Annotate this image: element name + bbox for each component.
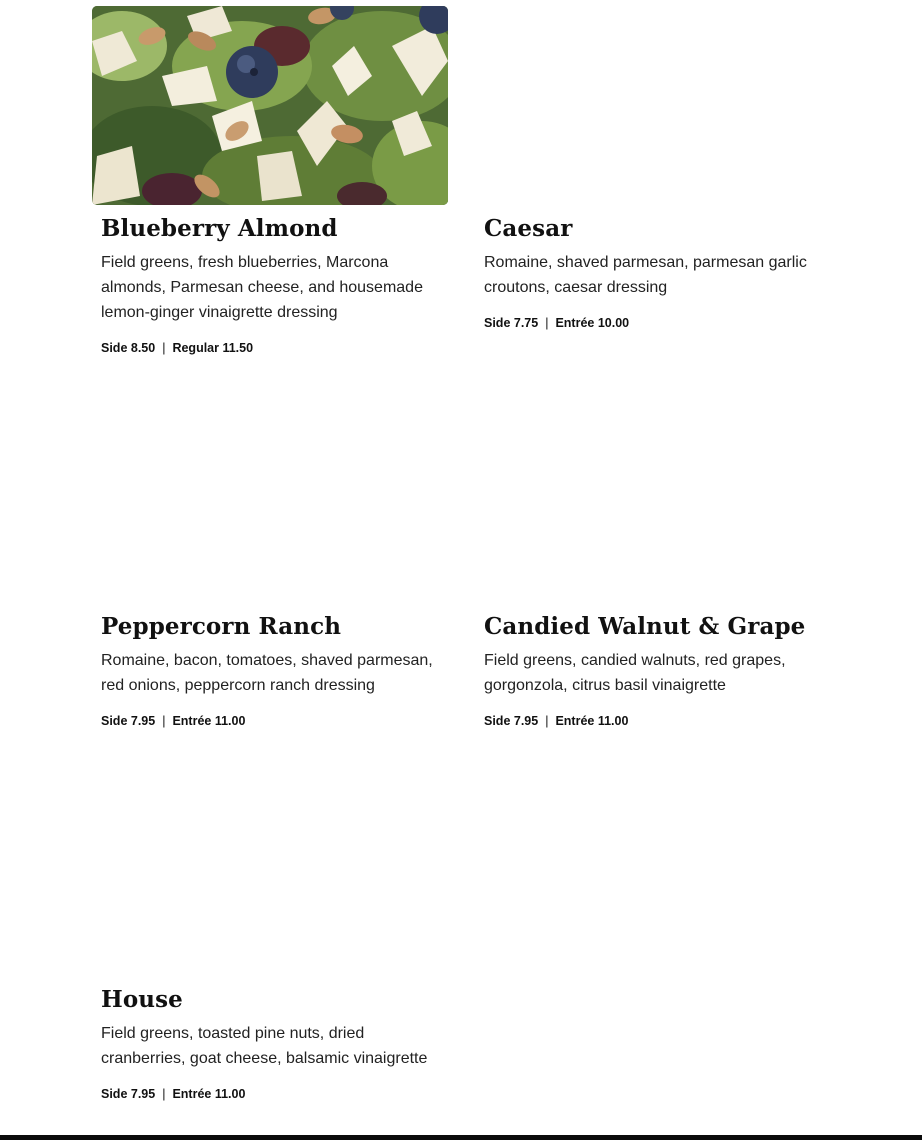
menu-item-candied-walnut-grape	[484, 613, 834, 729]
price-separator: |	[162, 341, 166, 355]
item-description: Romaine, bacon, tomatoes, shaved parmesan, red onions, peppercorn ranch dressing	[101, 652, 433, 694]
price-separator: |	[545, 316, 549, 330]
item-name: House	[101, 986, 183, 1013]
price-side: Side 8.50	[101, 341, 156, 355]
item-name: Candied Walnut & Grape	[484, 613, 806, 640]
price-side: Side 7.95	[101, 1087, 156, 1101]
item-prices	[101, 340, 451, 356]
price-entree: Entrée 10.00	[555, 316, 630, 330]
item-name: Peppercorn Ranch	[101, 613, 342, 640]
price-side: Side 7.95	[101, 714, 156, 728]
menu-item-blueberry-almond	[101, 215, 451, 356]
price-regular: Regular 11.50	[172, 341, 254, 355]
price-entree: Entrée 11.00	[172, 714, 246, 728]
salad-photo	[92, 6, 448, 205]
item-description: Field greens, toasted pine nuts, dried cranberries, goat cheese, balsamic vinaigrette	[101, 1025, 428, 1067]
menu-item-caesar	[484, 215, 834, 331]
item-description: Field greens, fresh blueberries, Marcona almonds, Parmesan cheese, and housemade lemon-ginger vinaigrette dressing	[101, 254, 423, 321]
menu-item-house	[101, 986, 451, 1102]
price-side: Side 7.75	[484, 316, 539, 330]
price-separator: |	[162, 714, 166, 728]
footer-divider	[0, 1135, 922, 1140]
price-side: Side 7.95	[484, 714, 539, 728]
item-prices	[101, 1086, 451, 1102]
price-separator: |	[162, 1087, 166, 1101]
item-prices	[101, 713, 451, 729]
item-name: Blueberry Almond	[101, 215, 338, 242]
price-entree: Entrée 11.00	[172, 1087, 246, 1101]
item-description: Romaine, shaved parmesan, parmesan garlic croutons, caesar dressing	[484, 254, 807, 296]
price-entree: Entrée 11.00	[555, 714, 629, 728]
menu-item-peppercorn-ranch	[101, 613, 451, 729]
item-prices	[484, 713, 834, 729]
item-name: Caesar	[484, 215, 573, 242]
price-separator: |	[545, 714, 549, 728]
item-prices	[484, 315, 834, 331]
item-description: Field greens, candied walnuts, red grapes, gorgonzola, citrus basil vinaigrette	[484, 652, 786, 694]
salad-illustration	[92, 6, 448, 205]
